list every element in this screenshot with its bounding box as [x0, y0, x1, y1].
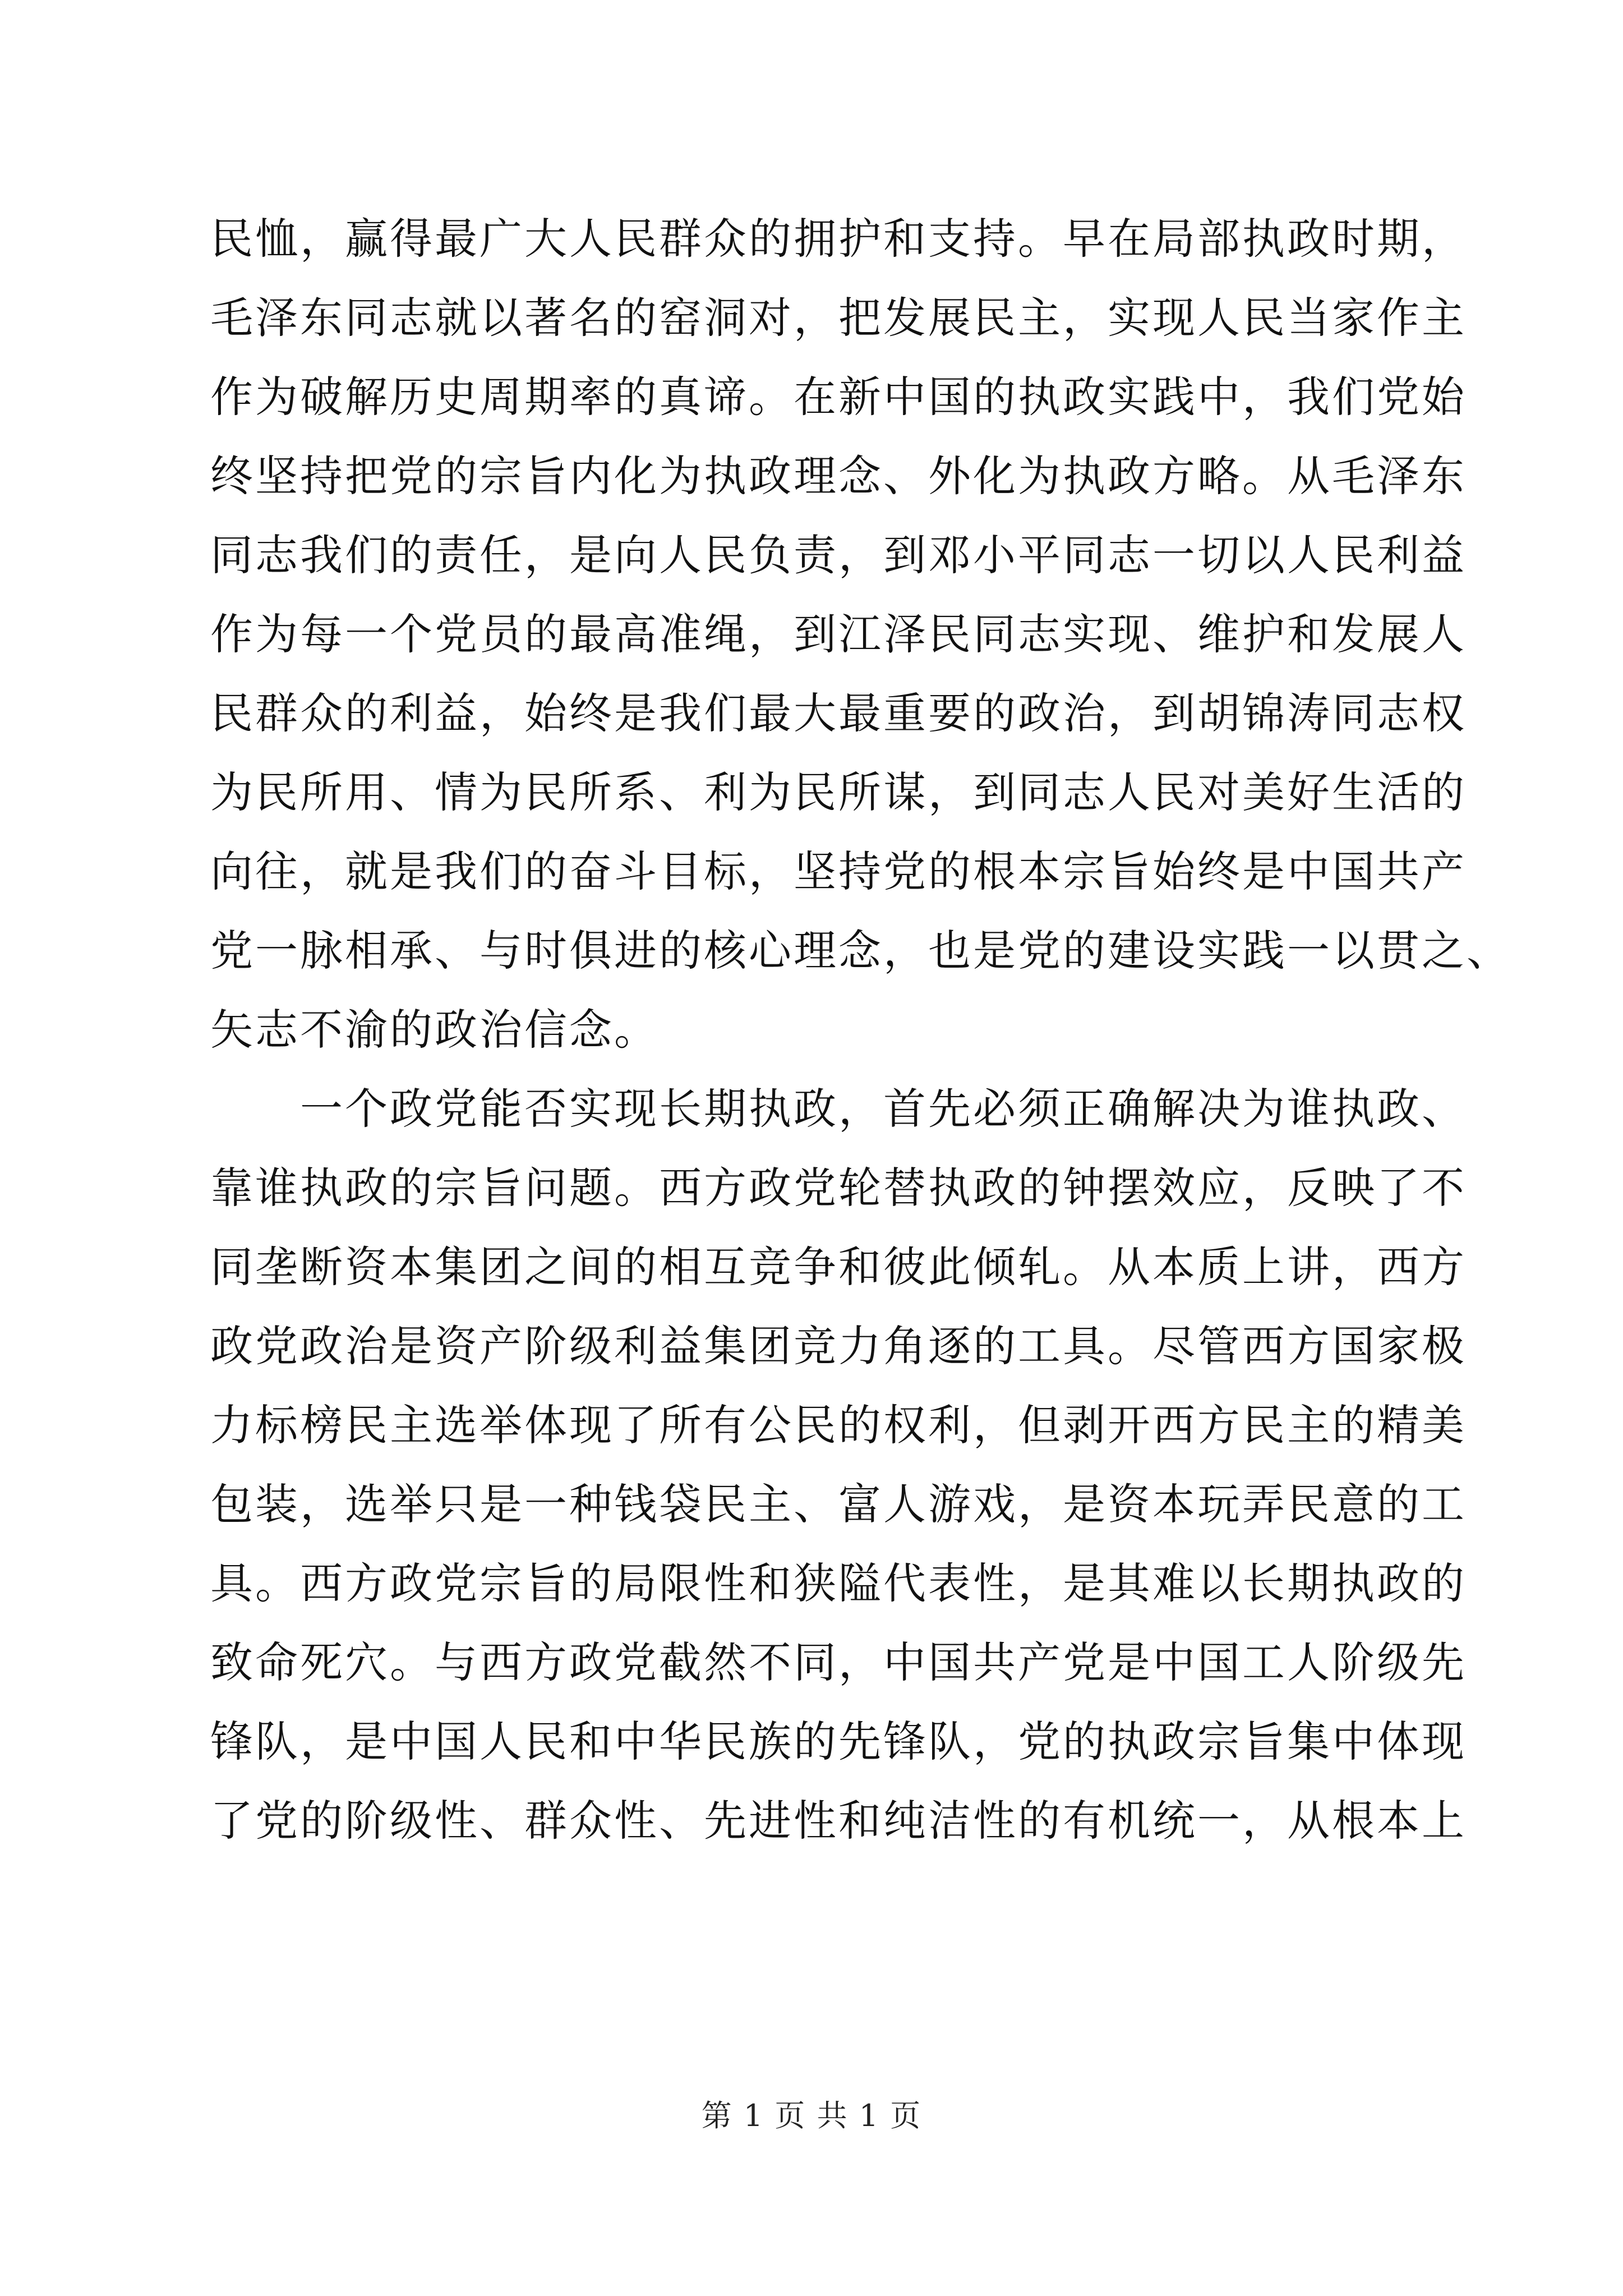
text-line: 锋队，是中国人民和中华民族的先锋队，党的执政宗旨集中体现: [210, 1717, 1467, 1766]
text-line: 作为破解历史周期率的真谛。在新中国的执政实践中，我们党始: [210, 372, 1467, 422]
text-line: 了党的阶级性、群众性、先进性和纯洁性的有机统一，从根本上: [210, 1796, 1467, 1846]
text-line: 同志我们的责任，是向人民负责，到邓小平同志一切以人民利益: [210, 530, 1467, 580]
text-line: 矢志不渝的政治信念。: [210, 1005, 659, 1055]
text-line: 毛泽东同志就以著名的窑洞对，把发展民主，实现人民当家作主: [210, 293, 1467, 343]
text-line: 致命死穴。与西方政党截然不同，中国共产党是中国工人阶级先: [210, 1637, 1467, 1687]
text-line: 力标榜民主选举体现了所有公民的权利，但剥开西方民主的精美: [210, 1400, 1467, 1450]
text-line: 为民所用、情为民所系、利为民所谋，到同志人民对美好生活的: [210, 767, 1467, 817]
text-line: 作为每一个党员的最高准绳，到江泽民同志实现、维护和发展人: [210, 609, 1467, 659]
text-line: 一个政党能否实现长期执政，首先必须正确解决为谁执政、: [210, 1084, 1467, 1134]
text-line: 靠谁执政的宗旨问题。西方政党轮替执政的钟摆效应，反映了不: [210, 1163, 1467, 1213]
text-line: 终坚持把党的宗旨内化为执政理念、外化为执政方略。从毛泽东: [210, 451, 1467, 501]
text-line: 向往，就是我们的奋斗目标，坚持党的根本宗旨始终是中国共产: [210, 846, 1467, 896]
text-line: 民群众的利益，始终是我们最大最重要的政治，到胡锦涛同志权: [210, 688, 1467, 738]
text-line: 包装，选举只是一种钱袋民主、富人游戏，是资本玩弄民意的工: [210, 1479, 1467, 1529]
text-line: 政党政治是资产阶级利益集团竞力角逐的工具。尽管西方国家极: [210, 1321, 1467, 1371]
text-line: 具。西方政党宗旨的局限性和狭隘代表性，是其难以长期执政的: [210, 1558, 1467, 1608]
text-line: 民恤，赢得最广大人民群众的拥护和支持。早在局部执政时期，: [210, 214, 1467, 264]
text-line: 党一脉相承、与时俱进的核心理念，也是党的建设实践一以贯之、: [210, 926, 1511, 976]
body-text: [210, 199, 1511, 1860]
text-line: 同垄断资本集团之间的相互竞争和彼此倾轧。从本质上讲，西方: [210, 1242, 1467, 1292]
page-number-footer: 第 1 页 共 1 页: [701, 2098, 922, 2133]
